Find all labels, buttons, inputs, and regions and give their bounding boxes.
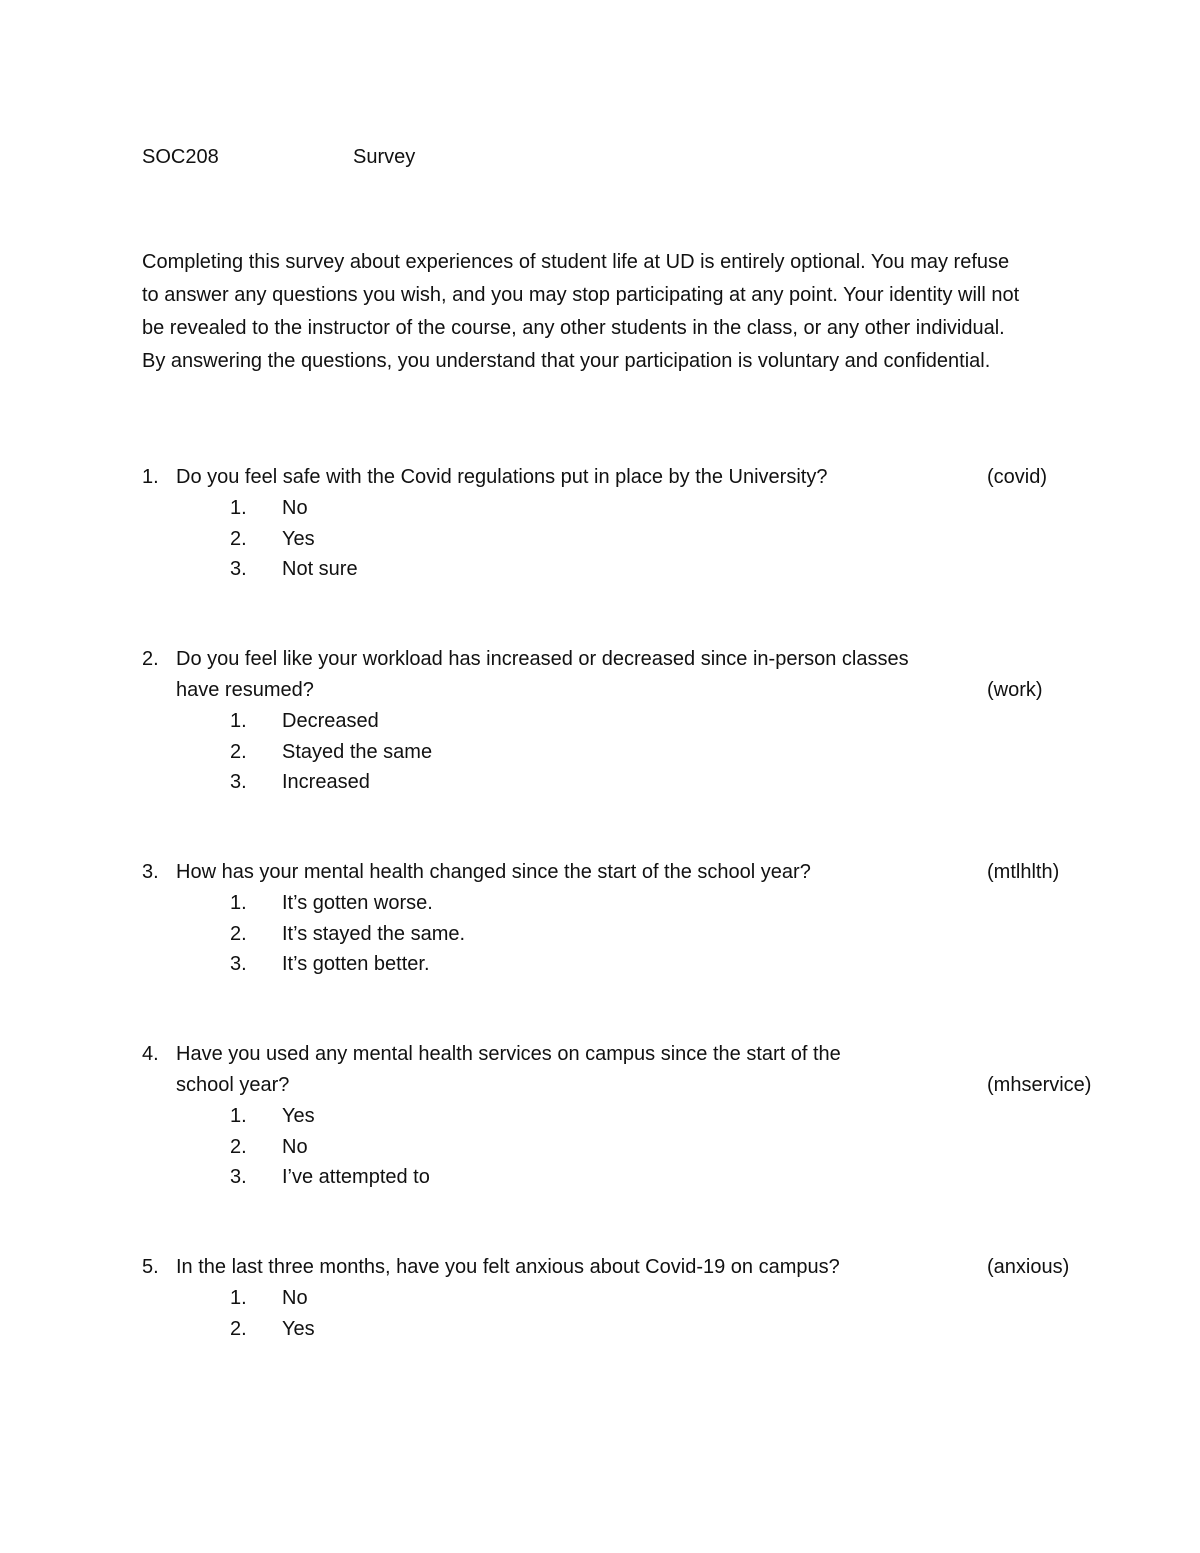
answer-option [142,1132,1107,1163]
option-number: 2. [230,740,247,763]
option-label: No [282,1287,308,1309]
answer-option [142,554,1107,585]
intro-line: be revealed to the instructor of the course, any other students in the class, or any other individual. [142,317,1005,339]
question-2 [142,644,1107,798]
option-label: No [282,1135,308,1158]
answer-option [142,919,1107,950]
question-number: 3. [142,861,159,883]
answer-option [142,1101,1107,1132]
question-3 [142,857,1107,980]
answer-option [142,949,1107,980]
option-label: Stayed the same [282,740,433,763]
answer-option [142,888,1107,919]
question-line [142,1070,1107,1101]
option-number: 3. [230,771,247,793]
answer-option [142,1162,1107,1193]
variable-name: (work) [987,679,1043,701]
answer-option [142,706,1107,737]
question-line [142,675,1107,706]
option-number: 1. [230,892,247,914]
option-label: Yes [282,527,315,550]
question-text: In the last three months, have you felt anxious about Covid-19 on campus? [176,1256,840,1278]
question-1 [142,462,1107,585]
question-text: have resumed? [176,679,314,701]
question-number: 5. [142,1256,159,1278]
option-label: It’s gotten worse. [282,892,433,914]
question-line [142,462,1107,493]
question-5 [142,1252,1107,1344]
option-label: Increased [282,771,370,793]
option-label: Not sure [282,558,358,580]
option-number: 2. [230,1317,247,1340]
option-number: 1. [230,1105,247,1127]
question-text: How has your mental health changed since the start of the school year? [176,861,811,883]
answer-option [142,1283,1107,1314]
option-number: 1. [230,710,247,732]
variable-name: (covid) [987,466,1048,488]
option-label: It’s stayed the same. [282,922,466,945]
course-code: SOC208 [142,146,219,168]
document-title: Survey [353,146,416,168]
question-number: 4. [142,1043,159,1065]
question-number: 2. [142,648,159,670]
option-number: 1. [230,1287,247,1309]
option-number: 2. [230,1135,247,1158]
answer-option [142,767,1107,798]
option-label: I’ve attempted to [282,1166,430,1188]
option-number: 3. [230,558,247,580]
intro-line: Completing this survey about experiences of student life at UD is entirely optional. You may refuse [142,251,1010,273]
option-number: 1. [230,497,247,519]
question-text: Have you used any mental health services on campus since the start of the [176,1043,841,1065]
variable-name: (mhservice) [987,1074,1092,1096]
option-number: 3. [230,1166,247,1188]
intro-paragraph [142,246,1117,378]
option-label: No [282,497,308,519]
answer-option [142,524,1107,555]
question-4 [142,1039,1107,1193]
answer-option [142,1314,1107,1345]
option-number: 3. [230,953,247,975]
option-number: 2. [230,922,247,945]
question-text: Do you feel like your workload has increased or decreased since in-person classes [176,648,909,670]
option-label: Yes [282,1317,315,1340]
variable-name: (mtlhlth) [987,861,1060,883]
question-line [142,644,1107,675]
question-line [142,1252,1107,1283]
answer-option [142,737,1107,768]
question-line [142,1039,1107,1070]
answer-option [142,493,1107,524]
option-label: It’s gotten better. [282,953,430,975]
question-text: Do you feel safe with the Covid regulations put in place by the University? [176,466,828,488]
question-text: school year? [176,1074,290,1096]
option-label: Yes [282,1105,315,1127]
question-number: 1. [142,466,159,488]
variable-name: (anxious) [987,1256,1070,1278]
question-line [142,857,1107,888]
option-number: 2. [230,527,247,550]
intro-line: By answering the questions, you understand that your participation is voluntary and confidential. [142,350,991,372]
intro-line: to answer any questions you wish, and you may stop participating at any point. Your identity will not [142,284,1020,306]
option-label: Decreased [282,710,379,732]
